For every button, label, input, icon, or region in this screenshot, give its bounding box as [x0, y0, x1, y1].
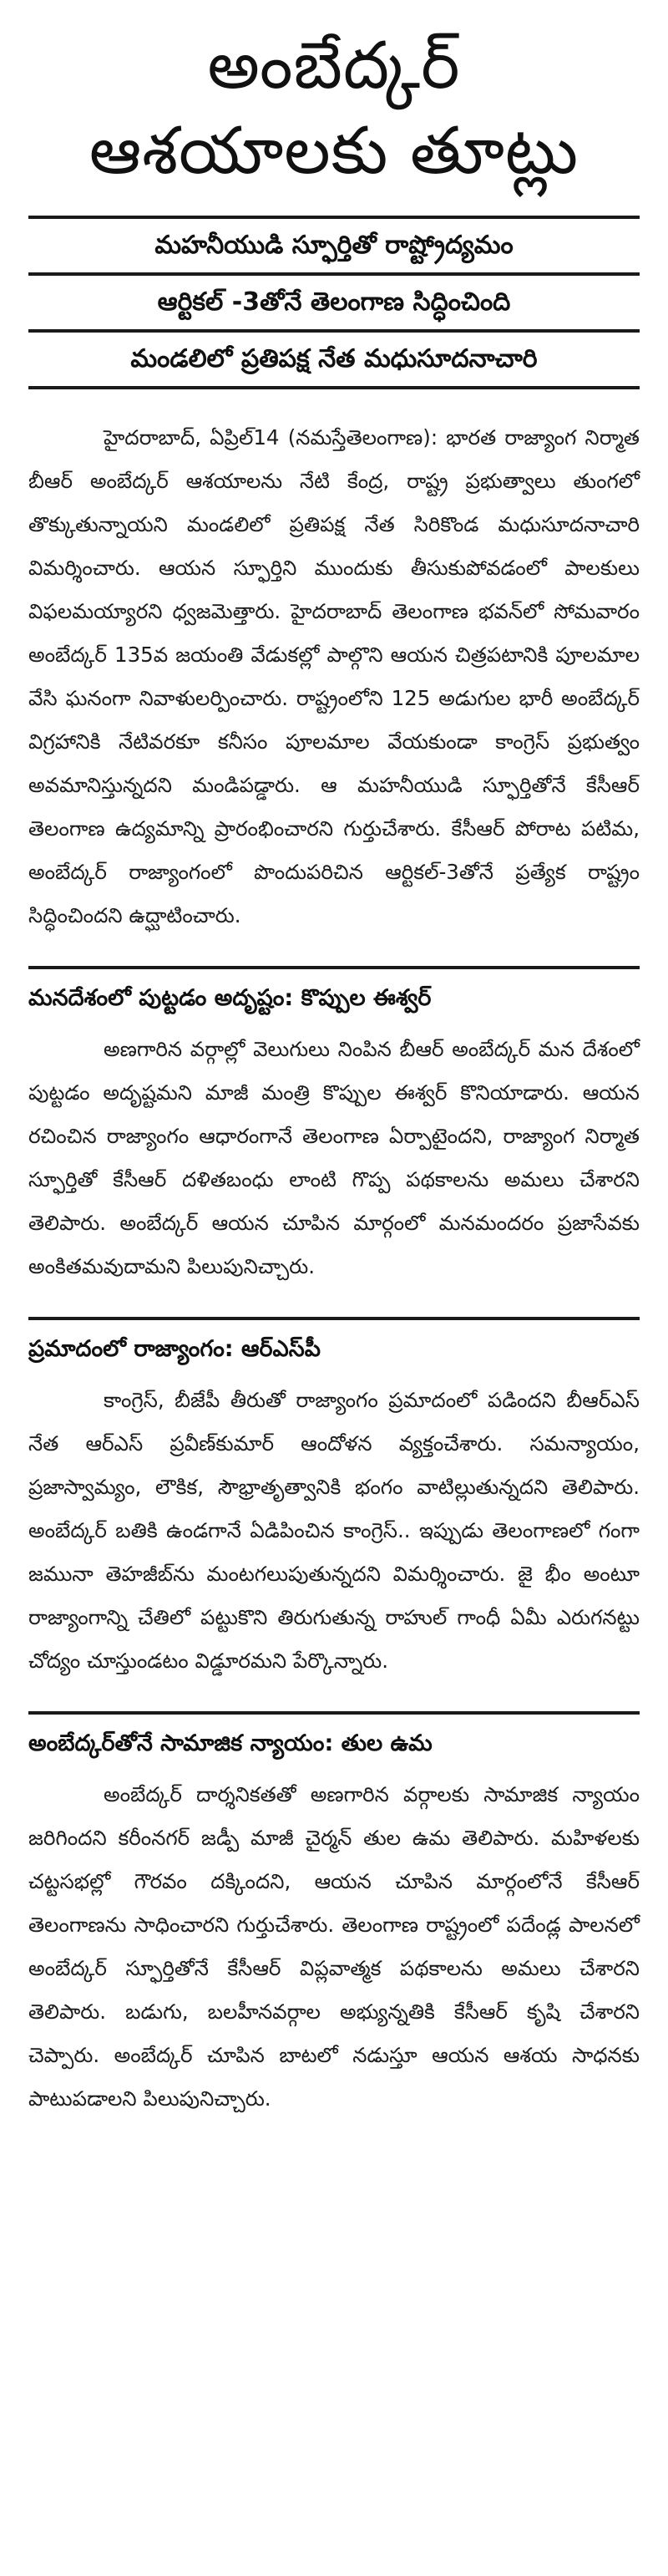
deck-1: మహనీయుడి స్ఫూర్తితో రాష్ట్రోద్యమం	[28, 216, 640, 272]
section-heading-2: ప్రమాదంలో రాజ్యాంగం: ఆర్‌ఎస్‌పీ	[28, 1317, 640, 1379]
headline-line-2: ఆశయాలకు తూట్లు	[89, 114, 579, 189]
section-body-2: కాంగ్రెస్, బీజేపీ తీరుతో రాజ్యాంగం ప్రమాదంలో పడిందని బీఆర్‌ఎస్ నేత ఆర్‌ఎస్ ప్రవీణ్‌కుమార్ ఆందోళన వ్యక్తంచేశారు. సమన్యాయం, ప్రజాస్వామ్యం, లౌకిక, సౌభ్రాతృత్వానికి భంగం వాటిల్లుతున్నదని తెలిపారు. అంబేద్కర్ బతికి ఉండగానే ఏడిపించిన కాంగ్రెస్.. ఇప్పుడు తెలంగాణలో గంగా జమునా తెహజీబ్‌ను మంటగలుపుతున్నదని విమర్శించారు. జై భీం అంటూ రాజ్యాంగాన్ని చేతిలో పట్టుకొని తిరుగుతున్న రాహుల్ గాంధీ ఏమీ ఎరుగనట్టు చోద్యం చూస్తుండటం విడ్డూరమని పేర్కొన్నారు.	[28, 1388, 640, 1673]
section-heading-3: అంబేద్కర్‌తోనే సామాజిక న్యాయం: తుల ఉమ	[28, 1711, 640, 1773]
deck-3: మండలిలో ప్రతిపక్ష నేత మధుసూదనాచారి	[28, 329, 640, 389]
deck-2: ఆర్టికల్ -3తోనే తెలంగాణ సిద్ధించింది	[28, 272, 640, 329]
section-body-1: అణగారిన వర్గాల్లో వెలుగులు నింపిన బీఆర్ అంబేద్కర్ మన దేశంలో పుట్టడం అదృష్టమని మాజీ మంత్రి కొప్పుల ఈశ్వర్ కొనియాడారు. ఆయన రచించిన రాజ్యాంగం ఆధారంగానే తెలంగాణ ఏర్పాటైందని, రాజ్యాంగ నిర్మాత స్ఫూర్తితో కేసీఆర్ దళితబంధు లాంటి గొప్ప పథకాలను అమలు చేశారని తెలిపారు. అంబేద్కర్ ఆయన చూపిన మార్గంలో మనమందరం ప్రజాసేవకు అంకితమవుదామని పిలుపునిచ్చారు.	[28, 1037, 640, 1278]
intro-paragraph: హైదరాబాద్, ఏప్రిల్14 (నమస్తేతెలంగాణ): భారత రాజ్యాంగ నిర్మాత బీఆర్ అంబేద్కర్ ఆశయాలను నేటి కేంద్ర, రాష్ట్ర ప్రభుత్వాలు తుంగలో తొక్కుతున్నాయని మండలిలో ప్రతిపక్ష నేత సిరికొండ మధుసూదనాచారి విమర్శించారు. ఆయన స్ఫూర్తిని ముందుకు తీసుకుపోవడంలో పాలకులు విఫలమయ్యారని ధ్వజమెత్తారు. హైదరాబాద్ తెలంగాణ భవన్‌లో సోమవారం అంబేద్కర్ 135వ జయంతి వేడుకల్లో పాల్గొని ఆయన చిత్రపటానికి పూలమాల వేసి ఘనంగా నివాళులర్పించారు. రాష్ట్రంలోని 125 అడుగుల భారీ అంబేద్కర్ విగ్రహానికి నేటివరకూ కనీసం పూలమాల వేయకుండా కాంగ్రెస్ ప్రభుత్వం అవమానిస్తున్నదని మండిపడ్డారు. ఆ మహనీయుడి స్ఫూర్తితోనే కేసీఆర్ తెలంగాణ ఉద్యమాన్ని ప్రారంభించారని గుర్తుచేశారు. కేసీఆర్ పోరాట పటిమ, అంబేద్కర్ రాజ్యాంగంలో పొందుపరిచిన ఆర్టికల్-3తోనే ప్రత్యేక రాష్ట్రం సిద్ధించిందని ఉద్ఘాటించారు.	[28, 425, 640, 927]
section-body-3: అంబేద్కర్ దార్శనికతతో అణగారిన వర్గాలకు సామాజిక న్యాయం జరిగిందని కరీంనగర్ జడ్పీ మాజీ చైర్మన్ తుల ఉమ తెలిపారు. మహిళలకు చట్టసభల్లో గౌరవం దక్కిందని, ఆయన చూపిన మార్గంలోనే కేసీఆర్ తెలంగాణను సాధించారని గుర్తుచేశారు. తెలంగాణ రాష్ట్రంలో పదేండ్ల పాలనలో అంబేద్కర్ స్ఫూర్తితోనే కేసీఆర్ విప్లవాత్మక పథకాలను అమలు చేశారని తెలిపారు. బడుగు, బలహీనవర్గాల అభ్యున్నతికి కేసీఆర్ కృషి చేశారని చెప్పారు. అంబేద్కర్ చూపిన బాటలో నడుస్తూ ఆయన ఆశయ సాధనకు పాటుపడాలని పిలుపునిచ్చారు.	[28, 1782, 640, 2111]
section-heading-1: మనదేశంలో పుట్టడం అదృష్టం: కొప్పుల ఈశ్వర్	[28, 966, 640, 1028]
headline-line-1: అంబేద్కర్	[207, 28, 461, 104]
